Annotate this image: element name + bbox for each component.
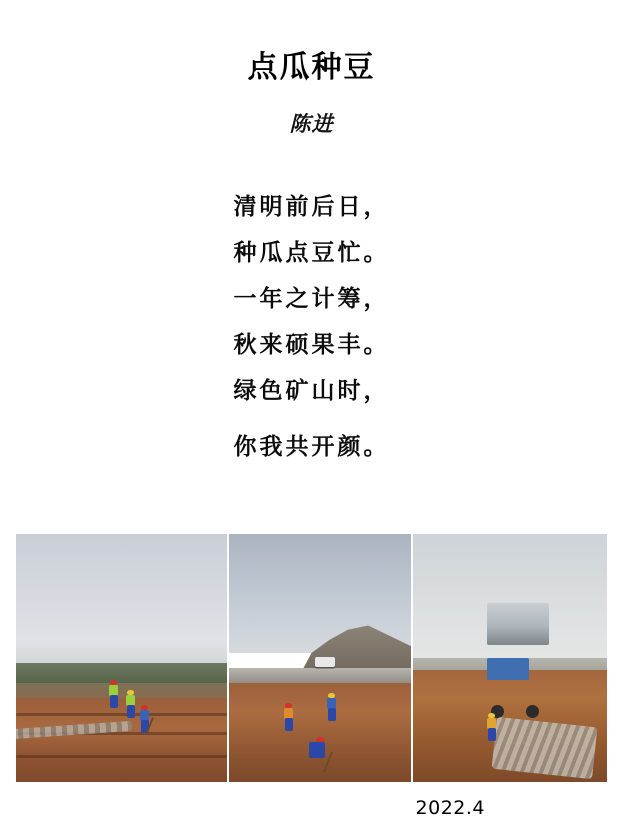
sky-region (16, 534, 227, 675)
photo-2 (229, 534, 411, 782)
legs-shape (127, 705, 135, 718)
legs-shape (488, 728, 496, 741)
water-truck-body (487, 603, 549, 645)
vest-shape (487, 718, 496, 729)
poem-line: 绿色矿山时， (233, 377, 390, 404)
poem-line: 清明前后日， (233, 193, 390, 220)
photo-3 (413, 534, 607, 782)
legs-shape (285, 718, 293, 731)
poem-line: 种瓜点豆忙。 (233, 239, 390, 266)
stone-border (492, 717, 598, 779)
soil-region (229, 683, 411, 782)
furrow-line (16, 713, 227, 716)
legs-shape (328, 708, 336, 721)
page-title: 点瓜种豆 (247, 50, 376, 85)
helmet-icon (328, 693, 335, 698)
document-date: 2022.4 (415, 797, 485, 819)
poem-line: 一年之计筹， (233, 285, 390, 312)
photo-strip (16, 534, 608, 782)
document-page (0, 42, 623, 839)
legs-shape (110, 695, 118, 708)
vest-shape (309, 742, 325, 758)
helmet-icon (285, 703, 292, 708)
wheel-shape (526, 705, 539, 718)
vest-shape (284, 708, 293, 719)
soil-region (16, 698, 227, 782)
helmet-icon (488, 713, 495, 718)
truck-shape (315, 657, 335, 667)
sky-region (413, 534, 607, 670)
water-truck-cab (487, 658, 529, 680)
poem-line: 你我共开颜。 (233, 433, 390, 460)
poem-line: 秋来硕果丰。 (233, 331, 390, 358)
photo-1 (16, 534, 227, 782)
author-name: 陈进 (289, 111, 334, 136)
furrow-line (16, 755, 227, 758)
poem-body (0, 184, 623, 470)
